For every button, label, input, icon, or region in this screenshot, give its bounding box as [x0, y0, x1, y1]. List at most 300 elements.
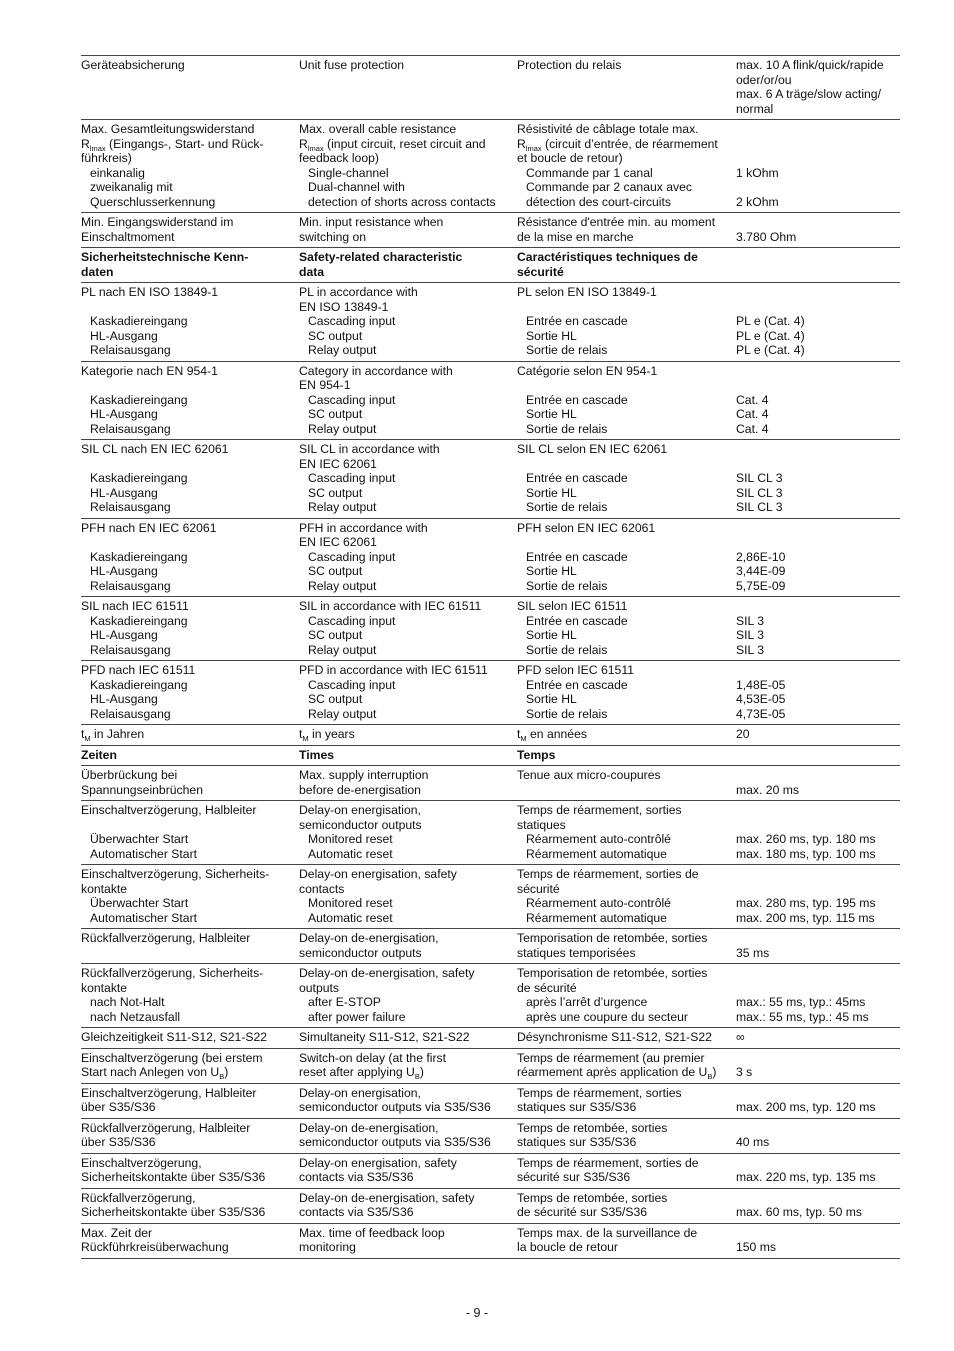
line-text: Rückführkreisüberwachung	[81, 1240, 229, 1254]
line-text: Dual-channel with	[308, 180, 405, 194]
cell-line	[517, 1065, 730, 1080]
cell-line	[299, 535, 511, 550]
cell-line	[299, 1240, 511, 1255]
cell-line	[736, 73, 900, 88]
line-text: Protection du relais	[517, 58, 622, 72]
cell-value	[736, 285, 900, 358]
line-text: Sicherheitskontakte über S35/S36	[81, 1170, 266, 1184]
line-text: Spannungseinbrüchen	[81, 782, 203, 797]
cell-value	[736, 1226, 900, 1255]
line-text: 150 ms	[736, 1240, 776, 1254]
line-text: Delay-on energisation,	[299, 803, 421, 817]
line-text: Sortie de relais	[526, 706, 608, 721]
line-text: R	[81, 136, 90, 151]
cell-line	[517, 285, 730, 300]
cell-line	[81, 343, 293, 358]
spec-row	[81, 724, 900, 745]
line-text: Delay-on de-energisation,	[299, 931, 439, 945]
cell-value	[736, 748, 900, 763]
line-text: Sortie de relais	[526, 500, 608, 514]
section-header-row	[81, 247, 900, 282]
line-text: SC output	[308, 692, 363, 706]
cell-line	[299, 58, 511, 73]
line-text: Cascading input	[308, 613, 396, 628]
line-text: Réarmement auto-contrôlé	[526, 896, 671, 910]
line-text: PL in accordance with	[299, 285, 418, 299]
line-text: Catégorie selon EN 954-1	[517, 363, 658, 378]
line-text: PFD in accordance with IEC 61511	[299, 663, 488, 677]
cell-line	[517, 471, 730, 486]
cell-value	[736, 1156, 900, 1185]
line-text: Temps de réarmement, sorties de	[517, 1155, 699, 1170]
line-text: de sécurité	[517, 980, 577, 995]
line-text: Kaskadiereingang	[90, 677, 188, 692]
spec-row	[81, 765, 900, 800]
cell-line	[299, 643, 511, 658]
cell-line	[736, 486, 900, 501]
line-text: detection of shorts across contacts	[308, 194, 496, 209]
cell-line	[517, 783, 730, 798]
line-text: Min. input resistance when	[299, 215, 444, 229]
cell-line	[736, 137, 900, 152]
line-text: sécurité sur S35/S36	[517, 1170, 631, 1184]
line-text: HL-Ausgang	[90, 628, 158, 642]
cell-line	[299, 803, 511, 818]
cell-line	[517, 966, 730, 981]
spec-row	[81, 518, 900, 597]
line-text: semiconductor outputs via S35/S36	[299, 1100, 491, 1114]
cell-line	[736, 180, 900, 195]
line-text-suffix: (input circuit, reset circuit and	[323, 136, 486, 151]
cell-german	[81, 442, 299, 515]
line-text: après une coupure du secteur	[526, 1009, 688, 1024]
cell-german	[81, 867, 299, 925]
cell-line	[736, 995, 900, 1010]
cell-german	[81, 1051, 299, 1080]
cell-line	[299, 486, 511, 501]
line-text: Einschaltverzögerung (bei erstem	[81, 1050, 263, 1065]
cell-line	[81, 285, 293, 300]
line-text: détection des court-circuits	[526, 194, 671, 209]
line-text: einkanalig	[90, 165, 145, 180]
cell-german	[81, 727, 299, 742]
subscript: M	[302, 734, 309, 743]
line-text: sécurité	[517, 264, 564, 279]
cell-line	[81, 58, 293, 73]
cell-line	[299, 250, 511, 265]
cell-value	[736, 442, 900, 515]
cell-line	[81, 442, 293, 457]
cell-english	[299, 1051, 517, 1080]
cell-french	[517, 1156, 736, 1185]
cell-line	[299, 265, 511, 280]
line-text: max. 6 A träge/slow acting/	[736, 87, 881, 101]
line-text: daten	[81, 264, 114, 279]
cell-line	[517, 678, 730, 693]
cell-line	[81, 314, 293, 329]
cell-line	[299, 832, 511, 847]
line-text: Delay-on energisation, safety	[299, 1155, 457, 1170]
cell-line	[81, 265, 293, 280]
cell-line	[299, 1100, 511, 1115]
spec-row	[81, 119, 900, 212]
line-text: Temps	[517, 747, 556, 762]
line-text: Automatic reset	[308, 910, 393, 925]
line-text: Automatischer Start	[90, 910, 198, 925]
cell-line	[81, 535, 293, 550]
cell-line	[81, 995, 293, 1010]
cell-line	[736, 1121, 900, 1136]
line-text: Entrée en cascade	[526, 392, 628, 407]
cell-line	[736, 946, 900, 961]
cell-line	[517, 364, 730, 379]
cell-line	[517, 329, 730, 344]
cell-line	[81, 1051, 293, 1066]
cell-english	[299, 442, 517, 515]
line-text-suffix: )	[712, 1065, 717, 1079]
line-text: statiques sur S35/S36	[517, 1135, 637, 1149]
cell-line	[81, 1010, 293, 1025]
line-text: Kaskadiereingang	[90, 549, 188, 564]
cell-english	[299, 364, 517, 437]
cell-line	[299, 457, 511, 472]
cell-line	[736, 215, 900, 230]
line-text: Sortie HL	[526, 485, 577, 500]
line-text: Réarmement automatique	[526, 910, 667, 925]
cell-french	[517, 58, 736, 116]
cell-line	[299, 1086, 511, 1101]
cell-line	[299, 867, 511, 882]
spec-row	[81, 596, 900, 660]
line-text: Max. supply interruption	[299, 768, 429, 782]
cell-english	[299, 663, 517, 721]
cell-line	[736, 471, 900, 486]
line-text: Category in accordance with	[299, 363, 453, 378]
line-text: Delay-on de-energisation,	[299, 1120, 439, 1135]
line-text: semiconductor outputs via S35/S36	[299, 1135, 491, 1149]
cell-line	[81, 230, 293, 245]
cell-line	[736, 966, 900, 981]
cell-german	[81, 803, 299, 861]
cell-line	[81, 911, 293, 926]
cell-line	[517, 579, 730, 594]
line-text: SIL CL nach EN IEC 62061	[81, 442, 229, 456]
cell-english	[299, 122, 517, 209]
cell-french	[517, 1030, 736, 1045]
spec-row	[81, 864, 900, 928]
cell-french	[517, 1086, 736, 1115]
spec-row	[81, 212, 900, 247]
cell-line	[736, 285, 900, 300]
line-text: Überbrückung bei	[81, 768, 178, 782]
subscript: lmax	[89, 143, 106, 153]
cell-line	[81, 180, 293, 195]
cell-line	[517, 748, 730, 763]
line-text: Sortie HL	[526, 328, 577, 343]
cell-line	[736, 707, 900, 722]
cell-line	[299, 1121, 511, 1136]
subscript: M	[520, 734, 527, 743]
cell-line	[736, 1065, 900, 1080]
line-text: SIL CL 3	[736, 485, 783, 500]
line-text: max.: 55 ms, typ.: 45ms	[736, 995, 866, 1009]
cell-line	[736, 663, 900, 678]
line-text: SIL CL selon EN IEC 62061	[517, 442, 668, 456]
cell-french	[517, 966, 736, 1024]
cell-english	[299, 1156, 517, 1185]
cell-line	[81, 1030, 293, 1045]
line-text: Rückfallverzögerung, Sicherheits-	[81, 966, 264, 980]
line-text: Entrée en cascade	[526, 613, 628, 628]
cell-line	[81, 643, 293, 658]
cell-line	[81, 1240, 293, 1255]
cell-line	[517, 1240, 730, 1255]
cell-line	[517, 896, 730, 911]
line-text: SC output	[308, 328, 363, 343]
cell-line	[81, 151, 293, 166]
cell-line	[736, 867, 900, 882]
cell-german	[81, 1121, 299, 1150]
cell-line	[736, 122, 900, 137]
line-text: monitoring	[299, 1240, 356, 1254]
cell-line	[517, 1156, 730, 1171]
line-text: Relaisausgang	[90, 706, 171, 721]
cell-line	[81, 300, 293, 315]
line-text: Relay output	[308, 500, 377, 514]
cell-line	[517, 832, 730, 847]
subscript: M	[84, 734, 91, 743]
line-text: Times	[299, 747, 335, 762]
cell-french	[517, 285, 736, 358]
cell-line	[81, 628, 293, 643]
cell-english	[299, 58, 517, 116]
line-text-suffix: en années	[526, 727, 587, 741]
cell-line	[517, 300, 730, 315]
line-text: Delay-on energisation, safety	[299, 867, 457, 881]
line-text: PL e (Cat. 4)	[736, 343, 805, 357]
cell-line	[517, 137, 730, 152]
cell-line	[81, 564, 293, 579]
cell-line	[517, 422, 730, 437]
cell-line	[81, 250, 293, 265]
cell-line	[81, 166, 293, 181]
cell-line	[299, 314, 511, 329]
cell-line	[299, 1170, 511, 1185]
cell-line	[736, 195, 900, 210]
line-text: Automatischer Start	[90, 846, 198, 861]
cell-line	[736, 1205, 900, 1220]
cell-english	[299, 599, 517, 657]
line-text: Réarmement automatique	[526, 846, 667, 861]
line-text: Max. Zeit der	[81, 1225, 153, 1240]
cell-line	[736, 783, 900, 798]
line-text: Relaisausgang	[90, 578, 171, 593]
line-text: Switch-on delay (at the first	[299, 1050, 446, 1065]
line-text: Tenue aux micro-coupures	[517, 768, 661, 782]
cell-line	[517, 500, 730, 515]
cell-line	[81, 1191, 293, 1206]
line-text: Start nach Anlegen von U	[81, 1065, 220, 1079]
cell-line	[299, 521, 511, 536]
cell-german	[81, 768, 299, 797]
cell-line	[81, 931, 293, 946]
cell-french	[517, 215, 736, 244]
cell-line	[299, 422, 511, 437]
cell-french	[517, 803, 736, 861]
cell-french	[517, 727, 736, 742]
line-text: 1,48E-05	[736, 677, 786, 692]
cell-line	[299, 931, 511, 946]
line-text: nach Not-Halt	[90, 995, 165, 1009]
section-header-row	[81, 745, 900, 766]
line-text: statiques	[517, 817, 566, 832]
cell-line	[517, 151, 730, 166]
cell-line	[517, 550, 730, 565]
spec-row	[81, 1083, 900, 1118]
cell-english	[299, 803, 517, 861]
line-text: sécurité	[517, 881, 560, 896]
cell-line	[81, 867, 293, 882]
line-text: Single-channel	[308, 165, 389, 180]
line-text: Überwachter Start	[90, 896, 189, 910]
cell-line	[736, 564, 900, 579]
cell-line	[81, 1121, 293, 1136]
cell-value	[736, 966, 900, 1024]
spec-row	[81, 800, 900, 864]
cell-value	[736, 1086, 900, 1115]
cell-line	[517, 818, 730, 833]
line-text: Cat. 4	[736, 392, 769, 407]
cell-line	[81, 122, 293, 137]
line-text: PFH nach EN IEC 62061	[81, 520, 217, 535]
cell-german	[81, 364, 299, 437]
line-text: PFD nach IEC 61511	[81, 663, 196, 677]
line-text: de sécurité sur S35/S36	[517, 1205, 648, 1219]
cell-line	[81, 896, 293, 911]
cell-line	[81, 748, 293, 763]
cell-line	[299, 727, 511, 742]
subscript: B	[414, 1072, 420, 1081]
cell-line	[517, 1226, 730, 1241]
line-text: PFD selon IEC 61511	[517, 663, 634, 677]
cell-german	[81, 966, 299, 1024]
subscript: B	[219, 1072, 225, 1081]
cell-line	[81, 818, 293, 833]
cell-line	[299, 285, 511, 300]
cell-line	[517, 407, 730, 422]
line-text: Entrée en cascade	[526, 471, 628, 485]
cell-line	[299, 195, 511, 210]
cell-english	[299, 1086, 517, 1115]
line-text: Querschlusserkennung	[90, 194, 216, 209]
line-text: HL-Ausgang	[90, 485, 158, 500]
cell-line	[299, 614, 511, 629]
cell-line	[736, 692, 900, 707]
line-text: SIL CL 3	[736, 500, 783, 514]
line-text: Réarmement auto-contrôlé	[526, 832, 671, 846]
line-text: Résistivité de câblage totale max.	[517, 122, 699, 136]
line-text: EN IEC 62061	[299, 535, 377, 549]
line-text: 4,53E-05	[736, 692, 786, 706]
cell-line	[517, 442, 730, 457]
cell-line	[517, 1030, 730, 1045]
cell-line	[299, 946, 511, 961]
cell-line	[299, 896, 511, 911]
cell-line	[81, 614, 293, 629]
line-text: max.: 55 ms, typ.: 45 ms	[736, 1009, 869, 1024]
cell-english	[299, 1226, 517, 1255]
line-text: 5,75E-09	[736, 578, 786, 593]
cell-french	[517, 364, 736, 437]
line-text: Entrée en cascade	[526, 677, 628, 692]
cell-line	[299, 407, 511, 422]
line-text: Sortie de relais	[526, 421, 608, 436]
cell-line	[736, 628, 900, 643]
cell-german	[81, 748, 299, 763]
cell-line	[299, 564, 511, 579]
cell-line	[299, 678, 511, 693]
line-text: Max. overall cable resistance	[299, 122, 457, 136]
line-text: normal	[736, 101, 774, 116]
line-text: Unit fuse protection	[299, 58, 405, 72]
cell-line	[299, 1226, 511, 1241]
cell-line	[81, 678, 293, 693]
cell-line	[299, 500, 511, 515]
line-text: Temps de réarmement, sorties	[517, 1085, 682, 1100]
line-text: HL-Ausgang	[90, 407, 158, 421]
spec-row	[81, 1153, 900, 1188]
page-number: - 9 -	[465, 1306, 489, 1320]
spec-row	[81, 660, 900, 724]
cell-line	[299, 471, 511, 486]
cell-german	[81, 1191, 299, 1220]
line-text: Einschaltverzögerung, Sicherheits-	[81, 867, 270, 881]
line-text: Rückfallverzögerung,	[81, 1190, 196, 1205]
cell-line	[81, 486, 293, 501]
line-text: SIL selon IEC 61511	[517, 599, 628, 613]
line-text: Rückfallverzögerung, Halbleiter	[81, 931, 251, 945]
cell-line	[81, 407, 293, 422]
line-text: max. 260 ms, typ. 180 ms	[736, 832, 876, 846]
line-text: EN 954-1	[299, 378, 351, 392]
line-text: max. 20 ms	[736, 782, 799, 797]
cell-line	[736, 981, 900, 996]
cell-line	[299, 599, 511, 614]
line-text: Commande par 2 canaux avec	[526, 180, 692, 194]
line-text: SIL CL 3	[736, 471, 783, 485]
cell-line	[299, 911, 511, 926]
line-text: 3.780 Ohm	[736, 229, 797, 244]
cell-line	[736, 166, 900, 181]
line-text: Temps max. de la surveillance de	[517, 1225, 698, 1240]
cell-line	[81, 768, 293, 783]
line-text: max. 200 ms, typ. 115 ms	[736, 910, 875, 925]
line-text: PFH in accordance with	[299, 520, 428, 535]
cell-line	[736, 911, 900, 926]
cell-value	[736, 727, 900, 742]
spec-row	[81, 1048, 900, 1083]
cell-line	[517, 768, 730, 783]
line-text: contacts	[299, 881, 345, 896]
cell-german	[81, 285, 299, 358]
cell-line	[81, 500, 293, 515]
cell-line	[517, 946, 730, 961]
line-text: Überwachter Start	[90, 832, 189, 846]
spec-row	[81, 361, 900, 440]
cell-line	[517, 981, 730, 996]
cell-value	[736, 521, 900, 594]
cell-english	[299, 727, 517, 742]
